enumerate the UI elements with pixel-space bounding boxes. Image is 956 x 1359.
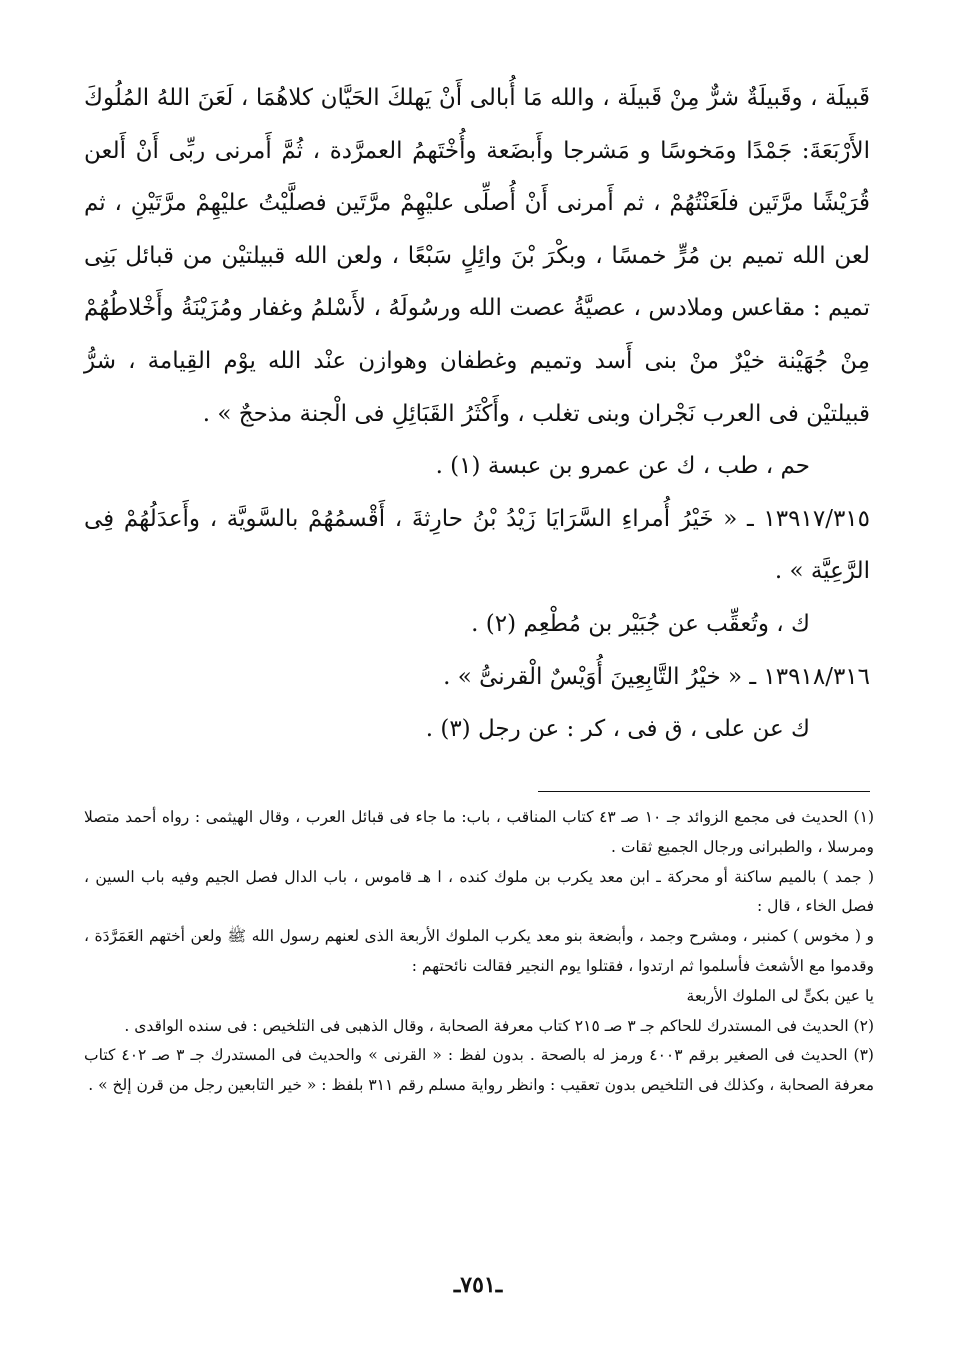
source-citation: ك ، وتُعقِّب عن جُبَيْر بن مُطْعِم (٢) . <box>471 610 810 637</box>
footnote-2: (٢) الحديث فى المستدرك للحاكم جـ ٣ صـ ٢١٥ كتاب معرفة الصحابة ، وقال الذهبى فى التلخيص : فى سنده الواقدى . <box>124 1016 874 1035</box>
hadith-text-paragraph: قَبيلَة ، وقَبيلَةٌ شرٌّ مِنْ قَبيلَة ، والله مَا أُبالى أَنْ يَهلكَ الحَيَّان كلاهُمَا ، لَعَنَ اللهُ المُلُوكَ الأَرْبَعَةَ: جَمْدًا ومَخوسًا و مَشرجا وأَبضَعة وأُخْتَهمُ العمرَّدة ، ثُمَّ أَمرنى ربِّى أَنْ أَلعن قُرَيْشًا مرَّتَين فلَعَنْتُهُمْ ، ثم أَمرنى أَنْ أُصلِّى عليْهِمْ مرَّتَين فصلَّيْتُ عليْهِمْ مرَّتَيْنِ ، ثم لعن الله تميم بن مُرٍّ خمسًا ، وبكْرَ بْنَ وائِلٍ سَبْعًا ، ولعن الله قبيلتيْن من قبائل بَنِى تميم : مقاعس وملادس ، عصيَّةُ عصت الله ورسُولَهُ ، لأَسْلمُ وغفار ومُزَيْنَةُ وأَخْلاطُهُمْ مِنْ جُهَيْنة خيْرٌ منْ بنى أَسد وتميم وغطفان وهوازن عنْد الله يوْم القِيامة ، شرُّ قبيلتيْن فى العرب نَجْران وبنى تغلب ، وأَكْثَرُ القَبَائِلِ فى الْجنة مذحجٌ » . <box>84 85 870 427</box>
hadith-entry-13917: ١٣٩١٧/٣١٥ ـ « خَيْرُ أُمراءِ السَّرَايَا زَيْدُ بْنُ حارِثةَ ، أَقْسمُهُمْ بالسَّويَّة ، وأَعدَلُهُمْ فِى الرَّعِيَّة » . <box>84 505 870 585</box>
footnote-3: (٣) الحديث فى الصغير برقم ٤٠٠٣ ورمز له بالصحة . بدون لفظ : « القرنى » والحديث فى المستدرك جـ ٣ صـ ٤٠٢ كتاب معرفة الصحابة ، وكذلك فى التلخيص بدون تعقيب : وانظر رواية مسلم رقم ٣١١ بلفظ : « خير التابعين رجل من قرن إلخ » . <box>84 1046 874 1095</box>
hadith-entry-13918: ١٣٩١٨/٣١٦ ـ « خيْرُ التَّابِعِينَ أُوَيْسٌ الْقرنىُّ » . <box>443 663 870 690</box>
source-citation: حم ، طب ، ك عن عمرو بن عبسة (١) . <box>435 453 810 480</box>
footnote-1: (١) الحديث فى مجمع الزوائد جـ ١٠ صـ ٤٣ كتاب المناقب ، باب: ما جاء فى قبائل العرب ، وقال الهيثمى : رواه أحمد متصلا ومرسلا ، والطبرانى ورجال الجميع ثقات . <box>84 808 874 856</box>
page-number: ـ٧٥١ـ <box>453 1272 503 1298</box>
footnote-verse: يا عين بكىٍّ لى الملوك الأربعة <box>686 986 874 1005</box>
main-text <box>84 72 870 756</box>
source-citation: ك عن على ، ق فى ، كر : عن رجل (٣) . <box>425 716 810 743</box>
footnote-divider <box>538 791 870 792</box>
footnote-gloss-jamd: ( جمد ) بالميم ساكنة أو محركة ـ ابن معد يكرب بن ملوك كنده ، ا هـ قاموس ، باب الدال فصل الجيم وفيه باب السين ، فصل الخاء ، قال : <box>84 867 874 916</box>
footnotes <box>84 803 874 1101</box>
footnote-gloss-makhus: و ( مخوس ) كمنبر ، ومشرح وجمد ، وأبضعة بنو معد يكرب الملوك الأربعة الذى لعنهم رسول الله ﷺ ولعن أختهم العَمَرَّدَة ، وقدموا مع الأشعث فأسلموا ثم ارتدوا ، فقتلوا يوم النجير فقالت نائحتهم : <box>84 927 874 975</box>
